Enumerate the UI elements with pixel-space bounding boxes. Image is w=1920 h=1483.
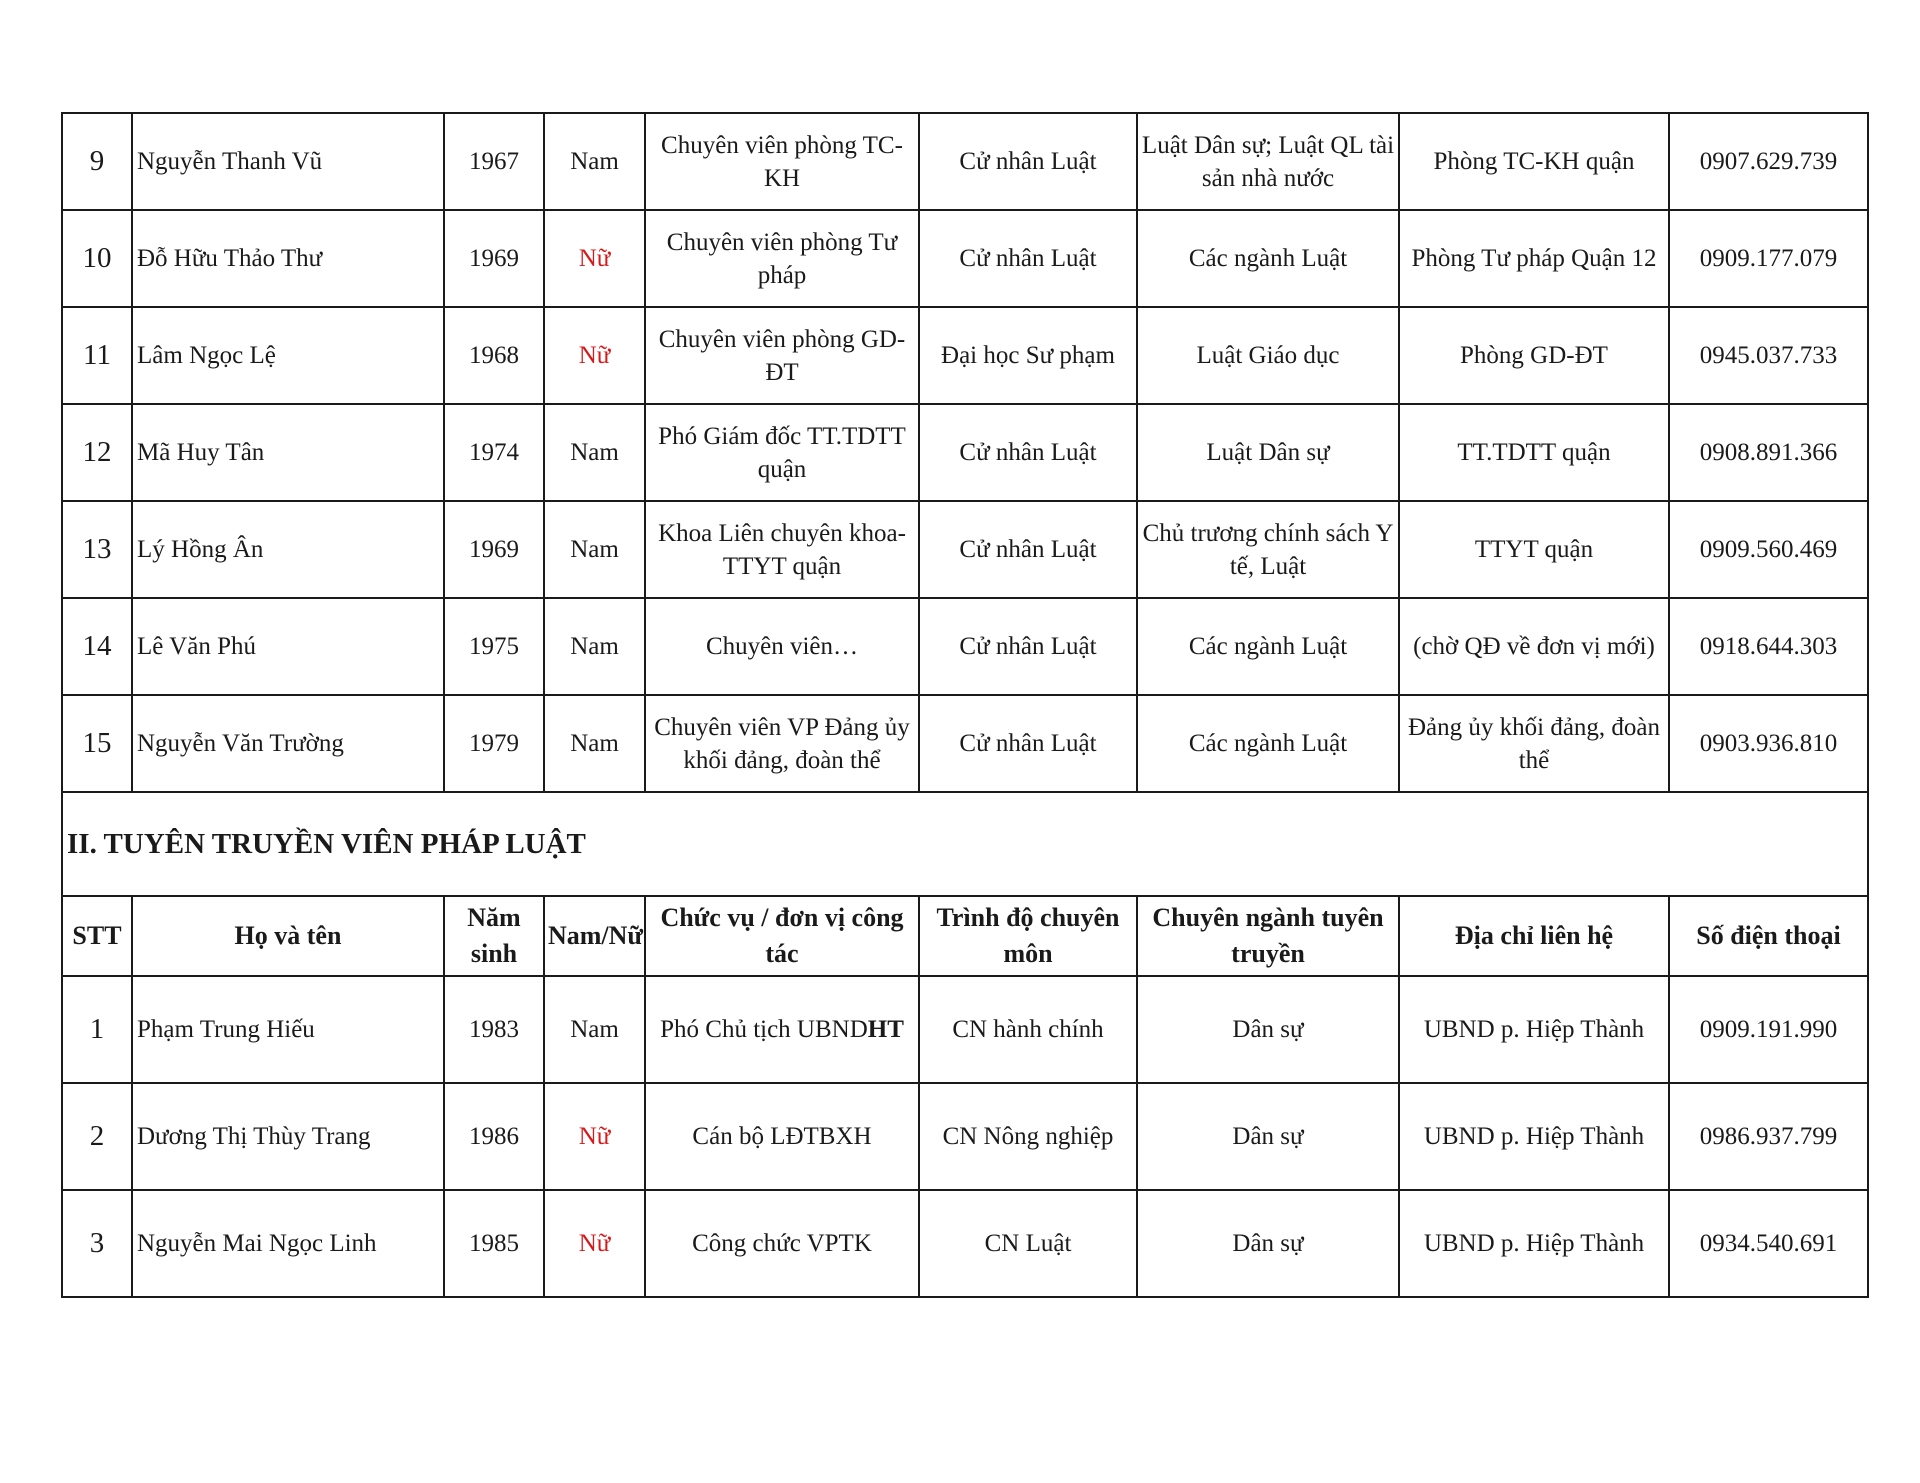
gender-cell: Nam	[544, 113, 645, 210]
major-cell: Các ngành Luật	[1137, 695, 1399, 792]
major-cell: Dân sự	[1137, 1190, 1399, 1297]
birth-year-cell: 1979	[444, 695, 544, 792]
address-cell: TT.TDTT quận	[1399, 404, 1669, 501]
position-cell: Khoa Liên chuyên khoa-TTYT quận	[645, 501, 919, 598]
stt-cell: 10	[62, 210, 132, 307]
table-row	[62, 598, 1868, 695]
stt-cell: 11	[62, 307, 132, 404]
position-cell: Chuyên viên phòng Tư pháp	[645, 210, 919, 307]
position-bold-text: HT	[867, 1016, 904, 1043]
table-body-section2	[62, 792, 1868, 1297]
address-cell: Phòng Tư pháp Quận 12	[1399, 210, 1669, 307]
header-year: Năm sinh	[444, 896, 544, 976]
degree-cell: Đại học Sư phạm	[919, 307, 1137, 404]
table-row	[62, 1190, 1868, 1297]
degree-cell: Cử nhân Luật	[919, 210, 1137, 307]
table-body-section1	[62, 113, 1868, 792]
gender-cell: Nữ	[544, 1083, 645, 1190]
header-major: Chuyên ngành tuyên truyền	[1137, 896, 1399, 976]
header-degree: Trình độ chuyên môn	[919, 896, 1137, 976]
address-cell: UBND p. Hiệp Thành	[1399, 1083, 1669, 1190]
phone-cell: 0909.560.469	[1669, 501, 1868, 598]
phone-cell: 0986.937.799	[1669, 1083, 1868, 1190]
phone-cell: 0907.629.739	[1669, 113, 1868, 210]
phone-cell: 0909.191.990	[1669, 976, 1868, 1083]
address-cell: Phòng TC-KH quận	[1399, 113, 1669, 210]
position-text: Phó Chủ tịch UBND	[660, 1016, 868, 1043]
major-cell: Luật Giáo dục	[1137, 307, 1399, 404]
gender-cell: Nam	[544, 695, 645, 792]
stt-cell: 2	[62, 1083, 132, 1190]
header-phone: Số điện thoại	[1669, 896, 1868, 976]
address-cell: Phòng GD-ĐT	[1399, 307, 1669, 404]
table-row	[62, 210, 1868, 307]
stt-cell: 9	[62, 113, 132, 210]
address-cell: TTYT quận	[1399, 501, 1669, 598]
stt-cell: 1	[62, 976, 132, 1083]
major-cell: Các ngành Luật	[1137, 210, 1399, 307]
stt-cell: 3	[62, 1190, 132, 1297]
phone-cell: 0934.540.691	[1669, 1190, 1868, 1297]
table-row	[62, 501, 1868, 598]
degree-cell: Cử nhân Luật	[919, 695, 1137, 792]
major-cell: Các ngành Luật	[1137, 598, 1399, 695]
gender-cell: Nam	[544, 976, 645, 1083]
birth-year-cell: 1983	[444, 976, 544, 1083]
table-row	[62, 976, 1868, 1083]
stt-cell: 14	[62, 598, 132, 695]
header-position: Chức vụ / đơn vị công tác	[645, 896, 919, 976]
major-cell: Dân sự	[1137, 1083, 1399, 1190]
position-cell: Công chức VPTK	[645, 1190, 919, 1297]
birth-year-cell: 1969	[444, 210, 544, 307]
position-cell	[645, 976, 919, 1083]
header-gender: Nam/Nữ	[544, 896, 645, 976]
name-cell: Lý Hồng Ân	[132, 501, 444, 598]
name-cell: Lê Văn Phú	[132, 598, 444, 695]
degree-cell: Cử nhân Luật	[919, 501, 1137, 598]
birth-year-cell: 1974	[444, 404, 544, 501]
degree-cell: Cử nhân Luật	[919, 404, 1137, 501]
major-cell: Luật Dân sự; Luật QL tài sản nhà nước	[1137, 113, 1399, 210]
address-cell: Đảng ủy khối đảng, đoàn thể	[1399, 695, 1669, 792]
major-cell: Luật Dân sự	[1137, 404, 1399, 501]
degree-cell: Cử nhân Luật	[919, 113, 1137, 210]
birth-year-cell: 1985	[444, 1190, 544, 1297]
position-cell: Chuyên viên phòng TC-KH	[645, 113, 919, 210]
gender-cell: Nam	[544, 598, 645, 695]
birth-year-cell: 1967	[444, 113, 544, 210]
position-cell: Phó Giám đốc TT.TDTT quận	[645, 404, 919, 501]
position-cell: Chuyên viên VP Đảng ủy khối đảng, đoàn thể	[645, 695, 919, 792]
name-cell: Nguyễn Mai Ngọc Linh	[132, 1190, 444, 1297]
birth-year-cell: 1968	[444, 307, 544, 404]
name-cell: Mã Huy Tân	[132, 404, 444, 501]
birth-year-cell: 1975	[444, 598, 544, 695]
phone-cell: 0945.037.733	[1669, 307, 1868, 404]
gender-cell: Nữ	[544, 1190, 645, 1297]
table-row	[62, 695, 1868, 792]
stt-cell: 13	[62, 501, 132, 598]
name-cell: Phạm Trung Hiếu	[132, 976, 444, 1083]
address-cell: (chờ QĐ về đơn vị mới)	[1399, 598, 1669, 695]
degree-cell: Cử nhân Luật	[919, 598, 1137, 695]
header-name: Họ và tên	[132, 896, 444, 976]
position-cell: Chuyên viên phòng GD-ĐT	[645, 307, 919, 404]
address-cell: UBND p. Hiệp Thành	[1399, 976, 1669, 1083]
gender-cell: Nam	[544, 501, 645, 598]
name-cell: Nguyễn Văn Trường	[132, 695, 444, 792]
phone-cell: 0909.177.079	[1669, 210, 1868, 307]
stt-cell: 15	[62, 695, 132, 792]
header-address: Địa chỉ liên hệ	[1399, 896, 1669, 976]
section-title: II. TUYÊN TRUYỀN VIÊN PHÁP LUẬT	[62, 792, 1868, 896]
phone-cell: 0918.644.303	[1669, 598, 1868, 695]
name-cell: Nguyễn Thanh Vũ	[132, 113, 444, 210]
name-cell: Lâm Ngọc Lệ	[132, 307, 444, 404]
gender-cell: Nam	[544, 404, 645, 501]
degree-cell: CN hành chính	[919, 976, 1137, 1083]
major-cell: Dân sự	[1137, 976, 1399, 1083]
stt-cell: 12	[62, 404, 132, 501]
table-row	[62, 113, 1868, 210]
birth-year-cell: 1969	[444, 501, 544, 598]
degree-cell: CN Luật	[919, 1190, 1137, 1297]
table-row	[62, 404, 1868, 501]
gender-cell: Nữ	[544, 210, 645, 307]
table-row	[62, 1083, 1868, 1190]
phone-cell: 0903.936.810	[1669, 695, 1868, 792]
degree-cell: CN Nông nghiệp	[919, 1083, 1137, 1190]
name-cell: Đỗ Hữu Thảo Thư	[132, 210, 444, 307]
phone-cell: 0908.891.366	[1669, 404, 1868, 501]
major-cell: Chủ trương chính sách Y tế, Luật	[1137, 501, 1399, 598]
document-sheet	[61, 112, 1867, 1298]
address-cell: UBND p. Hiệp Thành	[1399, 1190, 1669, 1297]
section-row	[62, 792, 1868, 896]
name-cell: Dương Thị Thùy Trang	[132, 1083, 444, 1190]
position-cell: Chuyên viên…	[645, 598, 919, 695]
header-stt: STT	[62, 896, 132, 976]
position-cell: Cán bộ LĐTBXH	[645, 1083, 919, 1190]
birth-year-cell: 1986	[444, 1083, 544, 1190]
staff-table	[61, 112, 1869, 1298]
header-row	[62, 896, 1868, 976]
table-row	[62, 307, 1868, 404]
gender-cell: Nữ	[544, 307, 645, 404]
